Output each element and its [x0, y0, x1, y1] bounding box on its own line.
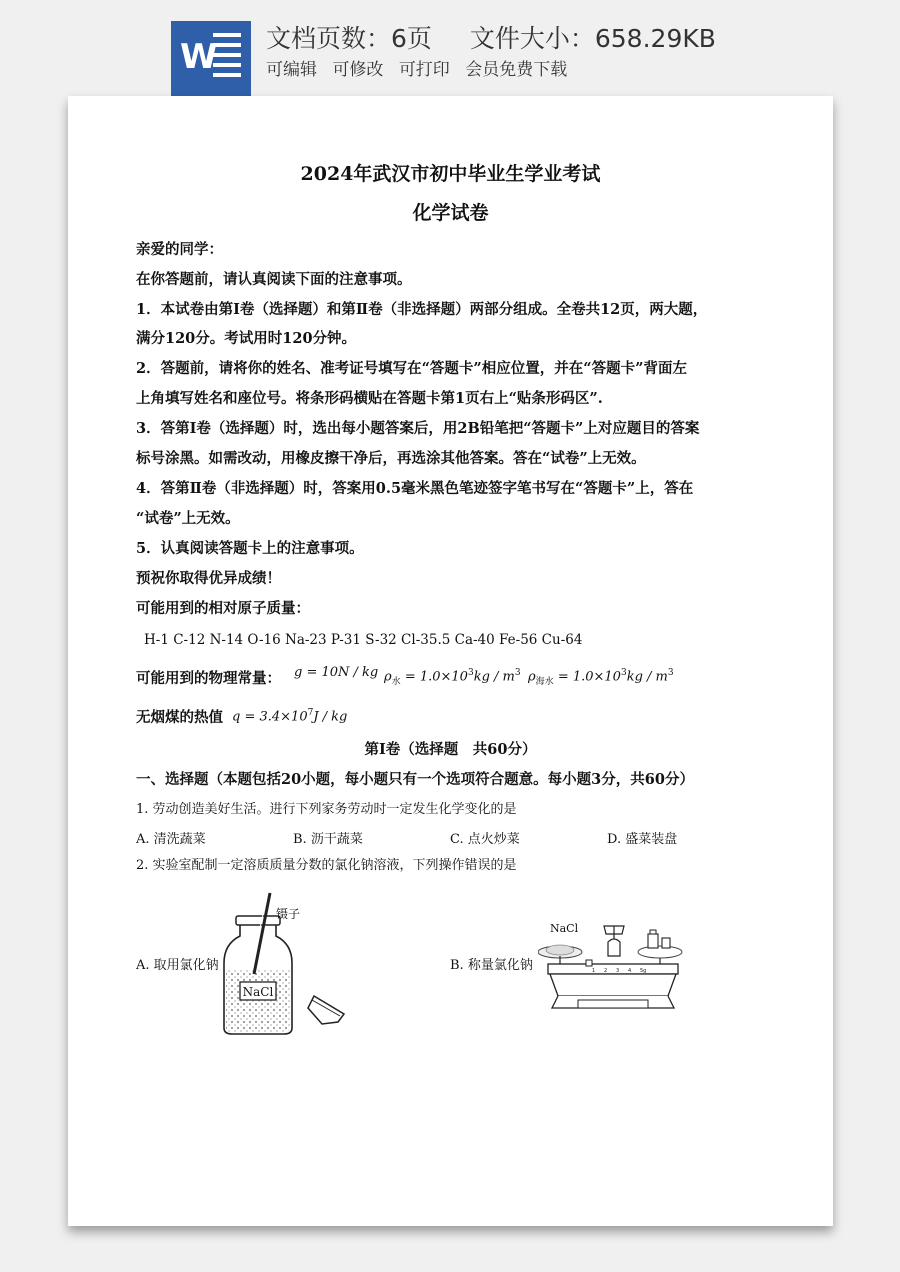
feature-member-download: 会员免费下载	[465, 60, 568, 80]
constant-seawater-density: $\rho_{海水} = 1.0\times 10^3kg / m^3$	[528, 668, 674, 687]
wish: 预祝你取得优异成绩！	[136, 570, 281, 587]
nacl-label-balance: NaCl	[550, 922, 579, 935]
tweezers-label: 镊子	[276, 907, 301, 921]
exam-subtitle: 化学试卷	[412, 202, 489, 224]
page-count: 文档页数：6页	[266, 24, 432, 53]
file-size: 文件大小：658.29KB	[469, 24, 716, 53]
part1-title: 第Ⅰ卷（选择题 共60分）	[364, 741, 537, 758]
document-page	[68, 96, 833, 1226]
greeting: 亲爱的同学：	[136, 241, 223, 258]
q1-option-c: C. 点火炒菜	[450, 832, 520, 847]
constant-g: g = 10N / kg	[294, 665, 379, 680]
atomic-mass-label: 可能用到的相对原子质量：	[136, 600, 310, 617]
note-line: 1．本试卷由第Ⅰ卷（选择题）和第Ⅱ卷（非选择题）两部分组成。全卷共12页，两大题，	[136, 301, 708, 318]
q2-option-b-label: B. 称量氯化钠	[450, 958, 533, 973]
heat-value-label: 无烟煤的热值	[136, 709, 223, 726]
reagent-bottle-figure	[218, 888, 358, 1038]
download-banner	[0, 0, 900, 96]
atomic-mass-list: H-1 C-12 N-14 O-16 Na-23 P-31 S-32 Cl-35.5 Ca-40 Fe-56 Cu-64	[144, 632, 583, 648]
q1-option-b: B. 沥干蔬菜	[293, 832, 363, 847]
q1-option-a: A. 清洗蔬菜	[136, 832, 206, 847]
file-features	[266, 55, 567, 80]
file-info	[266, 19, 716, 55]
nacl-label: NaCl	[242, 985, 274, 999]
balance-scale-figure	[538, 908, 688, 1018]
section1-heading: 一、选择题（本题包括20小题，每小题只有一个选项符合题意。每小题3分，共60分）	[136, 771, 694, 788]
note-line: “试卷”上无效。	[136, 510, 240, 527]
exam-title: 2024年武汉市初中毕业生学业考试	[300, 163, 601, 185]
feature-modifiable: 可修改	[332, 60, 384, 80]
note-line: 满分120分。考试用时120分钟。	[136, 330, 357, 347]
scale-tick: 5g	[640, 968, 647, 974]
scale-tick: 4	[628, 968, 632, 974]
scale-tick: 3	[616, 968, 620, 974]
intro: 在你答题前，请认真阅读下面的注意事项。	[136, 271, 412, 288]
constant-water-density: $\rho_水 = 1.0\times 10^3kg / m^3$	[384, 668, 521, 687]
feature-editable: 可编辑	[266, 60, 317, 80]
question-2: 2. 实验室配制一定溶质质量分数的氯化钠溶液，下列操作错误的是	[136, 858, 517, 873]
note-line: 2．答题前，请将你的姓名、准考证号填写在“答题卡”相应位置，并在“答题卡”背面左	[136, 360, 687, 377]
heat-value: $q = 3.4\times 10^7J$ / kg	[232, 708, 348, 725]
constants-label: 可能用到的物理常量：	[136, 670, 281, 687]
word-document-icon: W	[171, 21, 251, 96]
q1-option-d: D. 盛菜装盘	[607, 832, 678, 847]
note-line: 上角填写姓名和座位号。将条形码横贴在答题卡第1页右上“贴条形码区”.	[136, 390, 603, 407]
q2-option-a-label: A. 取用氯化钠	[136, 958, 219, 973]
feature-printable: 可打印	[398, 60, 450, 80]
note-line: 5．认真阅读答题卡上的注意事项。	[136, 540, 364, 557]
scale-tick: 1	[592, 968, 596, 974]
note-line: 3．答第Ⅰ卷（选择题）时，选出每小题答案后，用2B铅笔把“答题卡”上对应题目的答案	[136, 420, 700, 437]
question-1: 1. 劳动创造美好生活。进行下列家务劳动时一定发生化学变化的是	[136, 802, 517, 817]
note-line: 4．答第Ⅱ卷（非选择题）时，答案用0.5毫米黑色笔迹签字笔书写在“答题卡”上，答在	[136, 480, 694, 497]
scale-tick: 2	[604, 968, 608, 974]
note-line: 标号涂黑。如需改动，用橡皮擦干净后，再选涂其他答案。答在“试卷”上无效。	[136, 450, 646, 467]
